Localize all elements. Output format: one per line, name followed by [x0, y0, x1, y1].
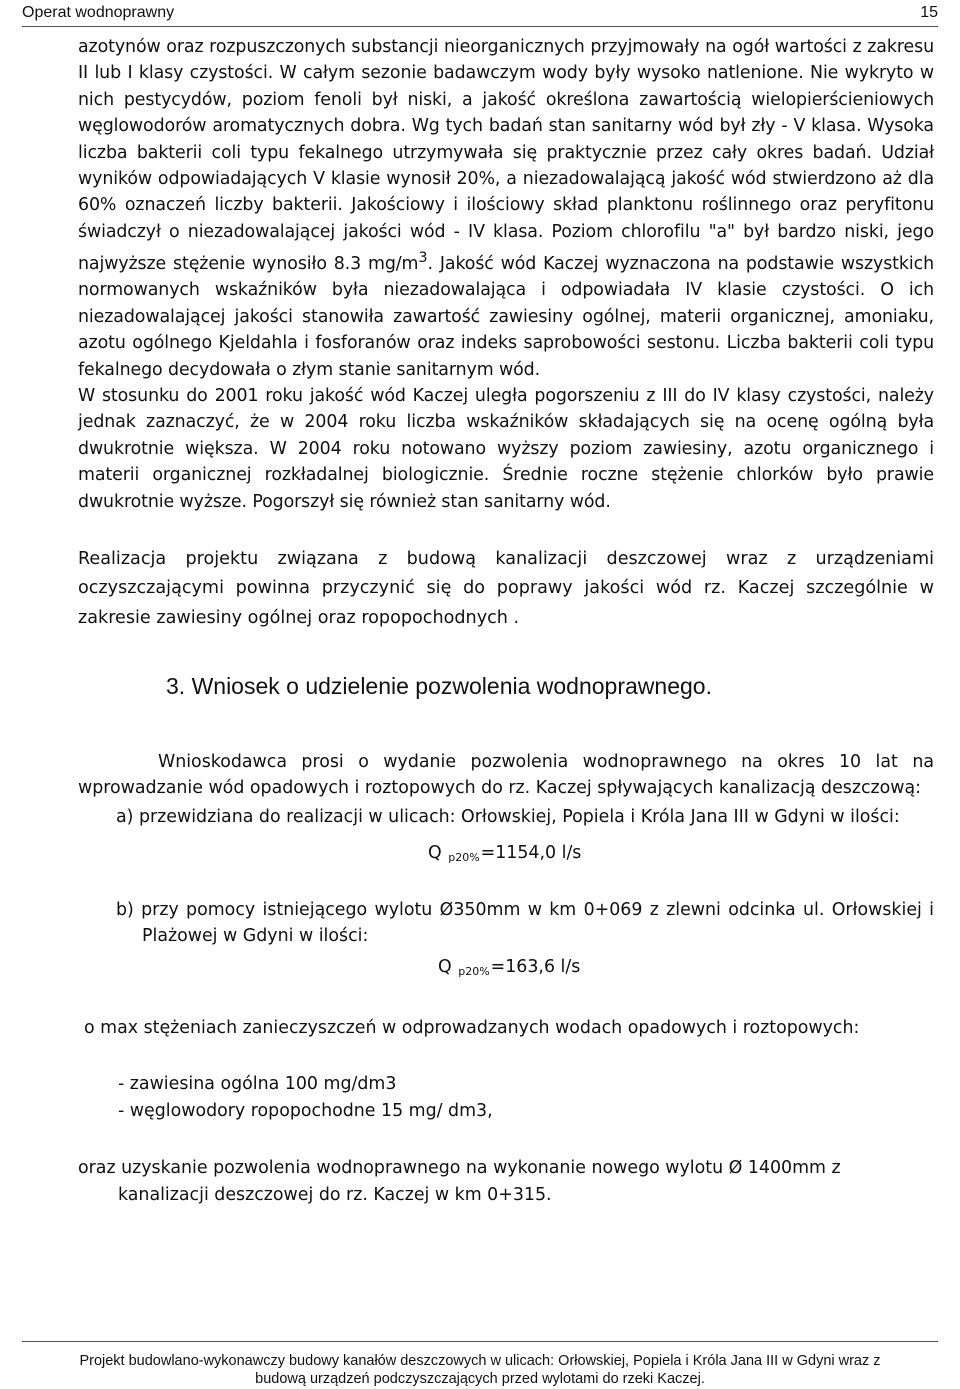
closing-line: oraz uzyskanie pozwolenia wodnoprawnego na wykonanie nowego wylotu Ø 1400mm z — [78, 1157, 841, 1178]
formula-symbol: Q — [438, 956, 452, 977]
comparison-paragraph: W stosunku do 2001 roku jakość wód Kaczej uległa pogorszeniu z III do IV klasy czystości, należy jednak zaznaczyć, że w 2004 roku liczba wskaźników składających się na ocenę ogólną była dwukrotnie większa. W 2004 roku notowano wyższy poziom zawiesiny, azotu organicznego i materii organicznej rozkładalnej biologicznie. Średnie roczne stężenie chlorków było prawie dwukrotnie wyższe. Pogorszył się również stan sanitarny wód. — [78, 386, 934, 512]
list-item: - zawiesina ogólna 100 mg/dm3 — [118, 1073, 397, 1094]
closing-line: kanalizacji deszczowej do rz. Kaczej w km 0+315. — [118, 1184, 552, 1205]
footer-line: budową urządzeń podczyszczających przed wylotami do rzeki Kaczej. — [255, 1371, 705, 1387]
intro-text-3: . Jakość wód Kaczej wyznaczona na podstawie wszystkich normowanych wskaźników była niezadowalająca i odpowiadała IV klasie czystości. O ich niezadowalającej jakości stanowiła zawartość zawiesiny ogólnej, materii organicznej, amoniaku, azotu ogólnego Kjeldahla i fosforanów oraz indeks saprobowości sestonu. Liczba bakterii coli typu fekalnego decydowała o złym stanie sanitarnym wód. — [78, 254, 934, 380]
footer-divider — [22, 1341, 938, 1342]
document-title: Operat wodnoprawny — [22, 4, 175, 21]
formula-subscript: p20% — [458, 964, 490, 978]
formula-value: =1154,0 l/s — [480, 842, 582, 863]
intro-paragraph — [78, 34, 934, 383]
list-item-b: b) przy pomocy istniejącego wylotu Ø350mm w km 0+069 z zlewni odcinka ul. Orłowskiej i Plażowej w Gdyni w ilości: — [116, 899, 934, 947]
formula-a — [78, 840, 934, 871]
page-header — [22, 0, 938, 27]
footer-line: Projekt budowlano-wykonawczy budowy kanałów deszczowych w ulicach: Orłowskiej, Popiela i Króla Jana III w Gdyni wraz z — [79, 1353, 881, 1369]
intro-text-1: azotynów oraz rozpuszczonych substancji nieorganicznych przyjmowały na ogół wartości z zakresu II lub I klasy czystości. W całym sezonie badawczym wody były wysoko natlenione. Nie wykryto w nich pestycydów, poziom fenoli był niski, a jakość określona zawartością wielopierścieniowych węglowodorów aromatycznych dobra. — [78, 37, 934, 137]
formula-value: =163,6 l/s — [490, 956, 581, 977]
section-heading: 3. Wniosek o udzielenie pozwolenia wodnoprawnego. — [166, 672, 712, 699]
unit-superscript: 3 — [418, 250, 428, 267]
list-item: - węglowodory ropopochodne 15 mg/ dm3, — [118, 1100, 493, 1121]
list-item-a: a) przewidziana do realizacji w ulicach: Orłowskiej, Popiela i Króla Jana III w Gdyni w ilości: — [116, 806, 900, 827]
intro-text-2: Wg tych badań stan sanitarny wód był zły - V klasa. Wysoka liczba bakterii coli typu fekalnego utrzymywała się praktycznie przez cały okres badań. Udział wyników odpowiadających V klasie wynosił 20%, a niezadowalającą jakość wód stwierdzono aż dla 60% oznaczeń liczby bakterii. Jakościowy i ilościowy skład planktonu roślinnego oraz peryfitonu świadczył o niezadowalającej jakości wód - IV klasa. Poziom chlorofilu "a" był bardzo niski, jego najwyższe stężenie wynosiło 8.3 mg/m — [78, 116, 934, 275]
page-number: 15 — [920, 4, 938, 21]
formula-symbol: Q — [428, 842, 442, 863]
pollutant-list — [118, 1071, 934, 1125]
concentration-note: o max stężeniach zanieczyszczeń w odprowadzanych wodach opadowych i roztopowych: — [84, 1017, 860, 1038]
page-footer — [22, 1352, 938, 1388]
closing-paragraph — [78, 1155, 934, 1209]
page-content — [78, 34, 934, 1209]
project-paragraph: Realizacja projektu związana z budową kanalizacji deszczowej wraz z urządzeniami oczyszczającymi powinna przyczynić się do poprawy jakości wód rz. Kaczej szczególnie w zakresie zawiesiny ogólnej oraz ropopochodnych . — [78, 549, 934, 628]
application-intro: Wnioskodawca prosi o wydanie pozwolenia wodnoprawnego na okres 10 lat na wprowadzanie wód opadowych i roztopowych do rz. Kaczej spływających kanalizacją deszczową: — [78, 751, 934, 799]
formula-subscript: p20% — [448, 850, 480, 864]
formula-b — [78, 954, 934, 985]
